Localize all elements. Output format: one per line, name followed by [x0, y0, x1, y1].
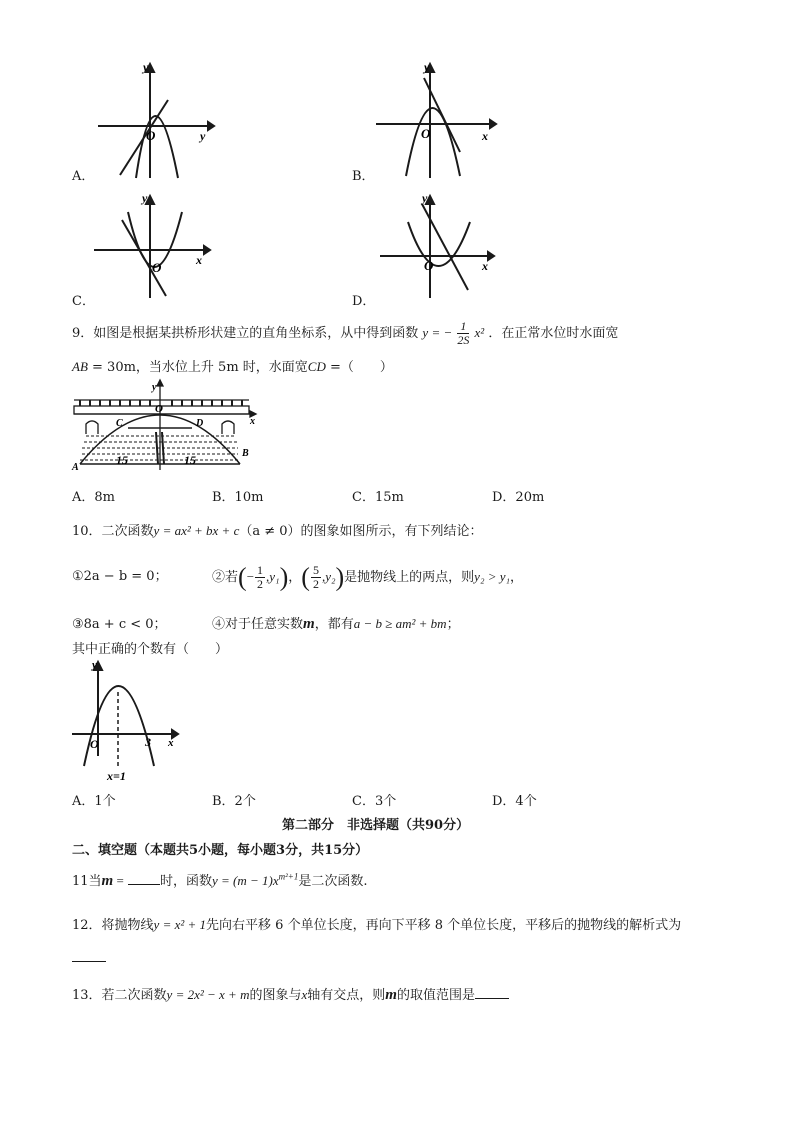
q8-option-a[interactable]: A． — [72, 169, 95, 184]
q8-option-b[interactable]: B． — [352, 169, 375, 184]
q11-exp: m²+1 — [278, 871, 299, 882]
q9-stem-line2 — [72, 356, 393, 375]
q8c-origin-label: O — [152, 260, 162, 275]
q9-option-a[interactable]: A．8m — [72, 490, 115, 505]
q8b-origin-label: O — [421, 126, 431, 141]
q10-stem — [72, 520, 483, 539]
q10-fig-y: y — [92, 659, 97, 671]
q10-stem-b: 的图象如图所示，有下列结论： — [300, 524, 483, 539]
q10-c2-y1: ,y₁ — [266, 569, 280, 584]
q10-c2-rparen2: ) — [335, 562, 345, 592]
q11-post2: 是二次函数. — [298, 874, 368, 889]
q10-stem-a: 10．二次函数 — [72, 524, 154, 539]
q9-stem-line1 — [72, 318, 618, 348]
q9-cd: CD — [307, 359, 326, 374]
q11-eq: = — [113, 873, 124, 888]
q9-option-d[interactable]: D．20m — [492, 490, 545, 505]
q10-parabola-figure — [70, 656, 185, 784]
q10-c2-frac2-den: 2 — [312, 577, 319, 591]
q10-option-d[interactable]: D．4个 — [492, 794, 537, 809]
q10-func: y = ax² + bx + c — [153, 523, 240, 538]
q12-stem — [72, 914, 681, 933]
q10-c4-m: m — [303, 616, 315, 632]
q10-c2-y2: ,y₂ — [321, 569, 336, 584]
q10-c4-mid: ，都有 — [314, 617, 354, 632]
q8-graph-c — [92, 190, 217, 300]
q10-c2-post: 是抛物线上的两点，则 — [344, 570, 475, 585]
q11-func: y = (m − 1)x — [211, 873, 279, 888]
q10-conclusion-2 — [212, 560, 523, 594]
q10-c2-sep: ， — [288, 570, 302, 585]
q13-x: x — [301, 987, 308, 1002]
q8-option-d[interactable]: D． — [352, 294, 376, 309]
q10-c4-pre: ④对于任意实数 — [212, 617, 304, 632]
q13-m: m — [385, 987, 397, 1003]
q8b-y-label: y — [424, 60, 430, 74]
q10-c4-end: ； — [446, 617, 460, 632]
q10-c4-rel: a − b ≥ am² + bm — [353, 616, 447, 631]
q13-stem — [72, 984, 509, 1004]
q9-stem-3d: =（ ） — [325, 360, 393, 375]
q10-ask: 其中正确的个数有（ ） — [72, 642, 229, 657]
q13-answer-blank[interactable] — [475, 998, 509, 999]
q10-c2-lparen2: ( — [301, 562, 310, 592]
q9-stem-3b: = 30m，当水位上升 5m 时，水面宽 — [87, 360, 308, 375]
q10-fig-x: x — [168, 737, 174, 749]
part-two-heading: 第二部分 非选择题（共90分） — [282, 818, 470, 833]
q10-c2-rel: y₂ > y₁ — [474, 569, 511, 584]
q9-func-fraction — [457, 320, 469, 347]
q11-post1: 时，函数 — [159, 874, 212, 889]
q13-mid2: 轴有交点，则 — [307, 988, 386, 1003]
q9-stem-1: 9．如图是根据某拱桥形状建立的直角坐标系，从中得到函数 — [72, 326, 419, 341]
q10-c2-frac2-num: 5 — [312, 563, 319, 577]
q10-option-c[interactable]: C．3个 — [352, 794, 397, 809]
q8d-x-label: x — [482, 259, 488, 273]
q9-fig-y: y — [152, 382, 157, 393]
q10-c2-frac2 — [311, 564, 321, 591]
q8-option-c[interactable]: C． — [72, 294, 95, 309]
q9-func-var: x² — [474, 325, 485, 340]
q9-fig-o: O — [155, 403, 163, 415]
q12-post: 先向右平移 6 个单位长度，再向下平移 8 个单位长度，平移后的抛物线的解析式为 — [206, 918, 682, 933]
q9-fig-x: x — [250, 416, 255, 427]
q9-fig-w1: 15 — [116, 453, 128, 467]
q10-c2-end: ， — [510, 570, 524, 585]
q9-fig-d: D — [196, 418, 204, 429]
q8a-y-label: y — [143, 60, 149, 74]
q8c-x-label: x — [196, 253, 202, 267]
q10-c2-frac1 — [255, 564, 265, 591]
q9-option-c[interactable]: C．15m — [352, 490, 404, 505]
q8d-y-label: y — [422, 191, 428, 205]
q10-c2-frac1-den: 2 — [257, 577, 264, 591]
q9-stem-2: ．在正常水位时水面宽 — [488, 326, 619, 341]
q8-graph-b — [374, 60, 504, 180]
q9-ab: AB — [72, 359, 88, 374]
section-two-heading: 二、填空题（本题共5小题，每小题3分，共15分） — [72, 843, 369, 858]
q9-func-lhs: y = − — [422, 325, 453, 340]
q9-fig-b: B — [242, 448, 249, 459]
q10-fig-3: 3 — [145, 735, 151, 749]
q8-graph-a — [96, 60, 216, 180]
q12-answer-line[interactable] — [72, 947, 106, 966]
q9-func-den: 2S — [457, 333, 470, 347]
q9-func-num: 1 — [457, 320, 469, 334]
q10-c2-pre: ②若 — [212, 570, 239, 585]
q8-graph-d — [378, 190, 503, 300]
q8b-x-label: x — [482, 129, 488, 143]
q13-post: 的取值范围是 — [396, 988, 475, 1003]
q8c-y-label: y — [142, 191, 148, 205]
q10-conclusion-3: ③8a + c < 0； — [72, 617, 167, 632]
q11-answer-blank[interactable] — [128, 884, 160, 885]
q10-option-b[interactable]: B．2个 — [212, 794, 256, 809]
q9-fig-a: A — [72, 462, 79, 473]
q8a-x-label: y — [200, 129, 206, 143]
q10-cond: （a ≠ 0） — [239, 524, 301, 539]
q11-pre: 11当 — [72, 874, 102, 889]
q10-c2-rparen1: ) — [279, 562, 289, 592]
q13-pre: 13．若二次函数 — [72, 988, 167, 1003]
q10-c2-lparen1: ( — [238, 562, 247, 592]
q10-fig-o: O — [90, 737, 99, 751]
q10-conclusion-4 — [212, 613, 460, 633]
q10-conclusion-1: ①2a − b = 0； — [72, 569, 168, 584]
q9-fig-c: C — [116, 418, 123, 429]
q12-answer-blank[interactable] — [72, 947, 106, 962]
q10-c2-sign: − — [246, 569, 255, 584]
q12-pre: 12．将抛物线 — [72, 918, 154, 933]
q9-fig-w2: 15 — [184, 453, 196, 467]
q9-bridge-figure — [72, 378, 262, 473]
q12-func: y = x² + 1 — [153, 917, 207, 932]
q10-c2-frac1-num: 1 — [257, 563, 264, 577]
q11-m: m — [101, 873, 114, 889]
q8a-origin-label: O — [146, 128, 156, 143]
q13-mid1: 的图象与 — [249, 988, 302, 1003]
q8d-origin-label: O — [424, 258, 434, 273]
q9-option-b[interactable]: B．10m — [212, 490, 264, 505]
q13-func: y = 2x² − x + m — [166, 987, 250, 1002]
q11-stem — [72, 870, 368, 890]
q10-option-a[interactable]: A．1个 — [72, 794, 116, 809]
q10-fig-axis: x=1 — [107, 769, 126, 783]
